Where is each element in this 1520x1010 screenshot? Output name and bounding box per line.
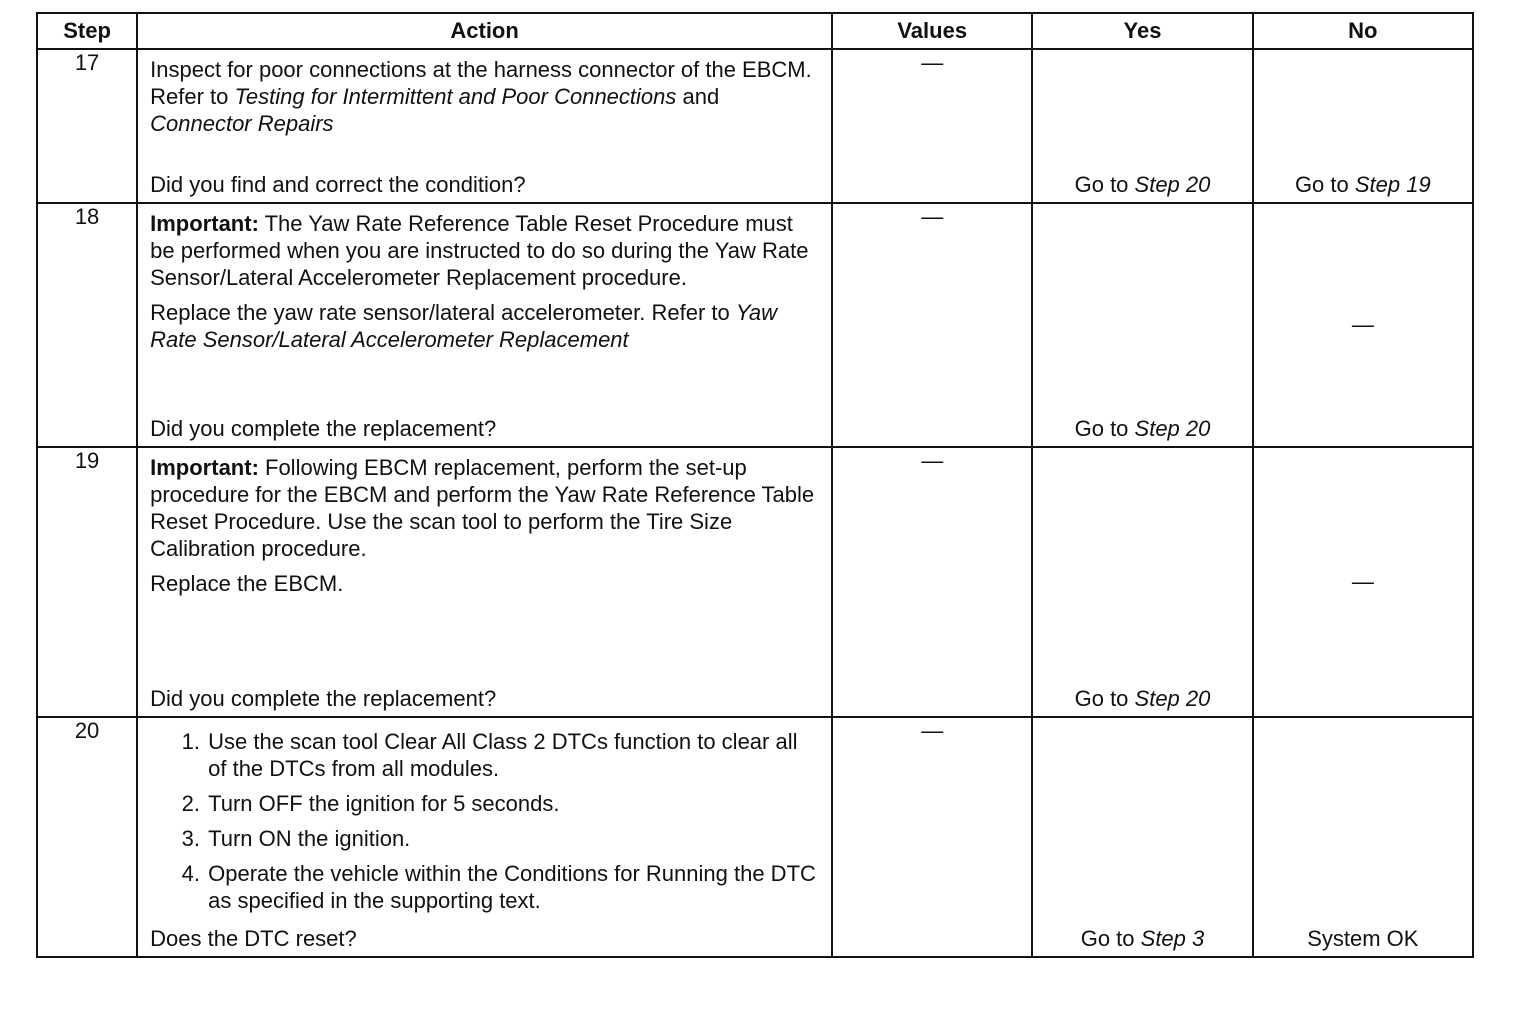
no-goto[interactable]: Go to Step 19	[1294, 172, 1431, 197]
list-item: 1. Use the scan tool Clear All Class 2 DTCs function to clear all of the DTCs from all modules.	[206, 728, 819, 782]
action-question: Did you complete the replacement?	[150, 416, 497, 441]
values-cell: —	[832, 49, 1032, 203]
important-note: Important: The Yaw Rate Reference Table Reset Procedure must be performed when you are instructed to do so during the Yaw Rate Sensor/Lateral Accelerometer Replacement procedure.	[150, 211, 809, 290]
yes-goto[interactable]: Go to Step 3	[1080, 926, 1205, 951]
action-question: Did you complete the replacement?	[150, 686, 497, 711]
yes-cell	[1032, 203, 1252, 447]
important-note: Important: Following EBCM replacement, perform the set-up procedure for the EBCM and perform the Yaw Rate Reference Table Reset Procedure. Use the scan tool to perform the Tire Size Calibration procedure.	[150, 455, 815, 561]
table-row	[37, 717, 1473, 957]
table-row	[37, 203, 1473, 447]
no-cell	[1253, 447, 1473, 717]
no-cell	[1253, 203, 1473, 447]
header-row	[37, 13, 1473, 49]
action-cell	[137, 49, 832, 203]
reference-link[interactable]: Connector Repairs	[150, 111, 334, 136]
yes-goto[interactable]: Go to Step 20	[1074, 172, 1211, 197]
list-item: 3. Turn ON the ignition.	[206, 825, 819, 852]
action-text: Replace the EBCM.	[150, 571, 344, 596]
action-cell	[137, 203, 832, 447]
action-text: Inspect for poor connections at the harness connector of the EBCM. Refer to Testing for Intermittent and Poor Connections and Connector Repairs	[150, 57, 812, 136]
list-item: 2. Turn OFF the ignition for 5 seconds.	[206, 790, 819, 817]
action-text: Replace the yaw rate sensor/lateral accelerometer. Refer to Yaw Rate Sensor/Lateral Accelerometer Replacement	[150, 300, 778, 352]
header-step: Step	[37, 13, 137, 49]
action-cell	[137, 717, 832, 957]
values-cell: —	[832, 203, 1032, 447]
table-row	[37, 447, 1473, 717]
action-question: Did you find and correct the condition?	[150, 172, 526, 197]
no-result: System OK	[1307, 926, 1419, 951]
diagnostic-table	[36, 12, 1474, 958]
yes-goto[interactable]: Go to Step 20	[1074, 686, 1211, 711]
action-question: Does the DTC reset?	[150, 926, 357, 951]
reference-link[interactable]: Yaw Rate Sensor/Lateral Accelerometer Replacement	[150, 300, 778, 352]
yes-cell	[1032, 447, 1252, 717]
yes-goto[interactable]: Go to Step 20	[1074, 416, 1211, 441]
table-row	[37, 49, 1473, 203]
step-number: 19	[37, 447, 137, 717]
header-no: No	[1253, 13, 1473, 49]
no-cell	[1253, 717, 1473, 957]
values-cell: —	[832, 447, 1032, 717]
reference-link[interactable]: Testing for Intermittent and Poor Connections	[234, 84, 677, 109]
no-cell	[1253, 49, 1473, 203]
yes-cell	[1032, 49, 1252, 203]
step-number: 20	[37, 717, 137, 957]
action-cell	[137, 447, 832, 717]
no-value: —	[1351, 569, 1374, 594]
values-cell: —	[832, 717, 1032, 957]
header-yes: Yes	[1032, 13, 1252, 49]
procedure-list	[150, 728, 819, 914]
step-number: 17	[37, 49, 137, 203]
list-item: 4. Operate the vehicle within the Conditions for Running the DTC as specified in the supporting text.	[206, 860, 819, 914]
no-value: —	[1351, 312, 1374, 337]
yes-cell	[1032, 717, 1252, 957]
header-action: Action	[137, 13, 832, 49]
header-values: Values	[832, 13, 1032, 49]
step-number: 18	[37, 203, 137, 447]
